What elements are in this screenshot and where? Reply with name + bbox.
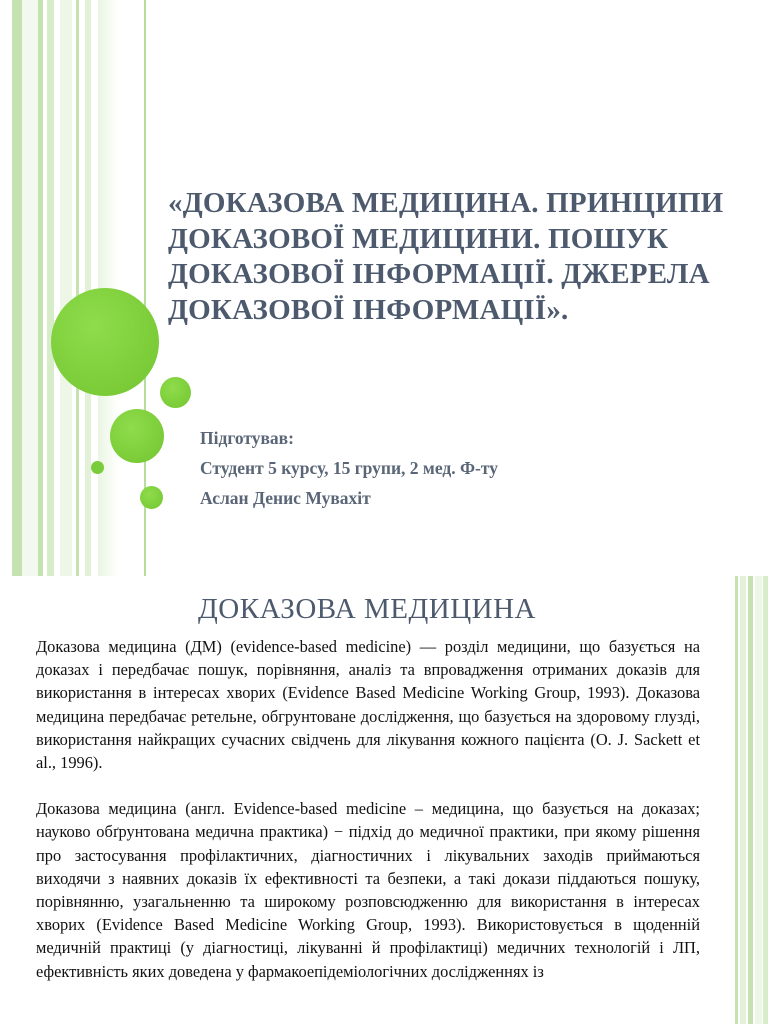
slide-body: [36, 635, 700, 983]
decorative-circle-large: [51, 288, 159, 396]
decorative-stripe: [38, 0, 43, 576]
decorative-stripe: [12, 0, 22, 576]
paragraph: Доказова медицина (англ. Evidence-based medicine – медицина, що базується на доказах; науково обґрунтована медична практика) − підхід до медичної практики, при якому рішення про застосування профілактичних, діагностичних і лікувальних заходів приймаються виходячи з наявних доказів їх ефективності та безпеки, а такі докази піддаються пошуку, порівнянню, узагальненню та широкому розповсюдженню для використання в інтересах хворих (Evidence Based Medicine Working Group, 1993). Використовується в щоденній медичній практиці (у діагностиці, лікуванні й профілактиці) медичних технологій і ЛП, ефективність яких доведена у фармакоепідеміологічних дослідженнях із: [36, 799, 700, 981]
decorative-circle: [140, 486, 163, 509]
decorative-stripe: [60, 0, 72, 576]
student-info: Студент 5 курсу, 15 групи, 2 мед. Ф-ту: [200, 458, 498, 478]
decorative-stripe: [85, 0, 91, 576]
author-block: [200, 426, 720, 516]
paragraph: Доказова медицина (ДМ) (evidence-based medicine) — розділ медицини, що базується на доказах і передбачає пошук, порівняння, аналіз та впровадження отриманих доказів для використання в інтересах хворих (Evidence Based Medicine Working Group, 1993). Доказова медицина передбачає ретельне, обгрунтоване дослідження, що базується на здоровому глузді, використання найкращих сучасних свідчень для лікування кожного пацієнта (O. J. Sackett et al., 1996).: [36, 637, 700, 773]
decorative-stripe: [735, 576, 738, 1024]
content-slide: [0, 576, 768, 1024]
decorative-circle: [110, 409, 164, 463]
decorative-circle-small: [91, 461, 104, 474]
decorative-stripe: [755, 576, 762, 1024]
slide-title: «ДОКАЗОВА МЕДИЦИНА. ПРИНЦИПИ ДОКАЗОВОЇ МЕДИЦИНИ. ПОШУК ДОКАЗОВОЇ ІНФОРМАЦІЇ. ДЖЕРЕЛА ДОКАЗОВОЇ ІНФОРМАЦІЇ».: [168, 187, 724, 326]
decorative-stripe: [763, 576, 768, 1024]
decorative-stripe: [748, 576, 753, 1024]
decorative-stripe: [47, 0, 54, 576]
author-name: Аслан Денис Мувахіт: [200, 488, 371, 508]
decorative-stripe: [76, 0, 79, 576]
prepared-by-label: Підготував:: [200, 428, 294, 448]
decorative-stripe: [22, 0, 38, 576]
slide-heading: ДОКАЗОВА МЕДИЦИНА: [198, 593, 536, 625]
decorative-stripe: [740, 576, 746, 1024]
decorative-circle: [160, 377, 191, 408]
